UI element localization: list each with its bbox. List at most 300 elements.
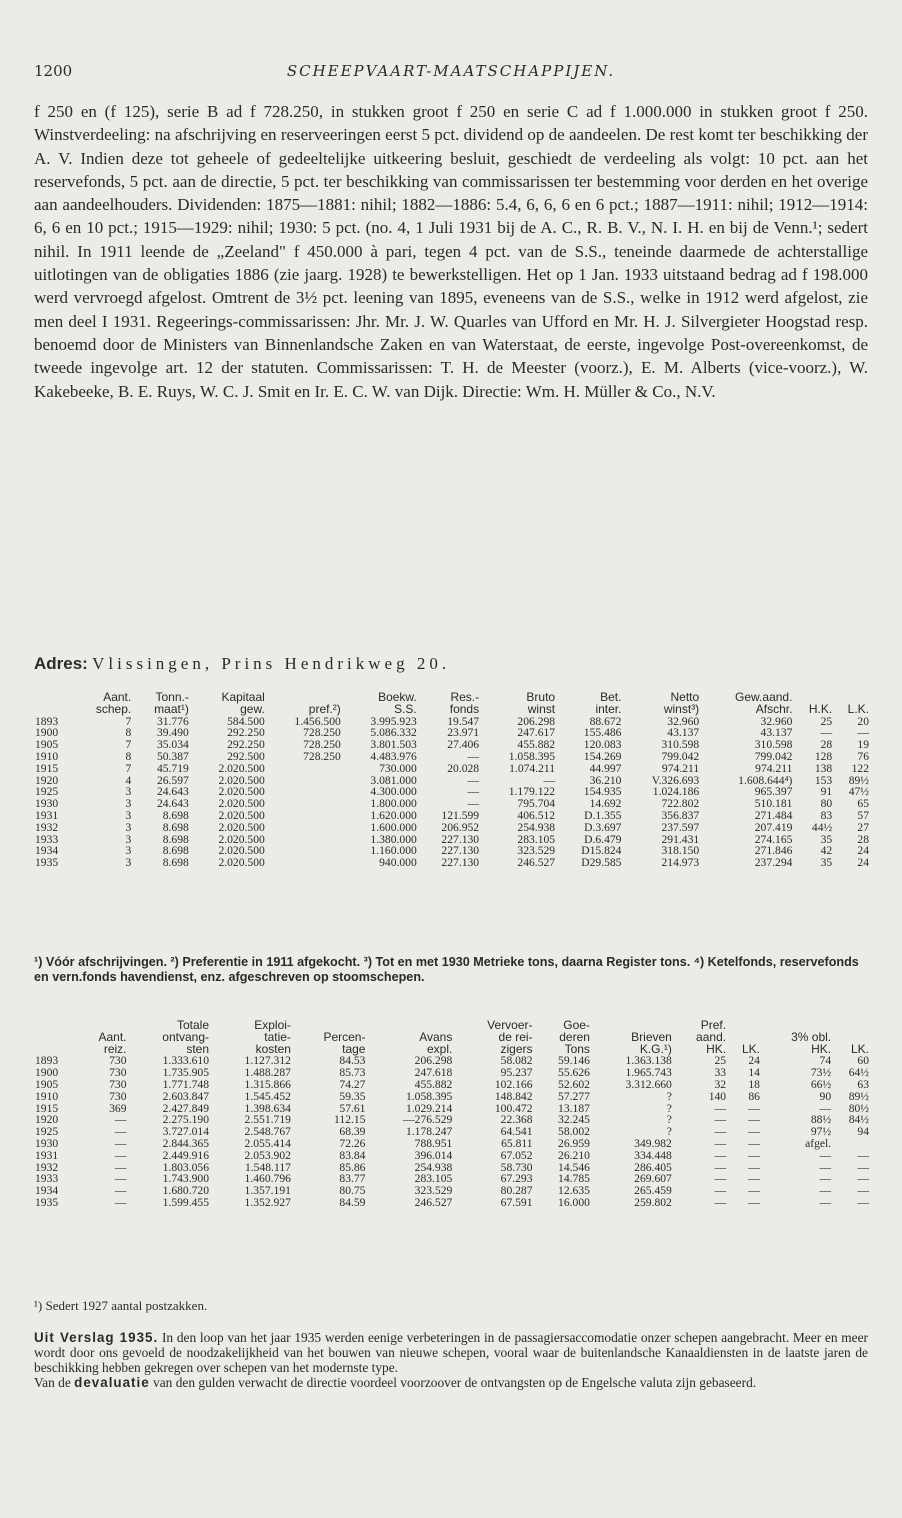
financial-table-cell: 3 bbox=[125, 832, 132, 846]
operations-table-cell: — bbox=[748, 1172, 760, 1186]
operations-table-cell: 2.427.849 bbox=[162, 1101, 209, 1115]
operations-table-cell: 148.842 bbox=[494, 1089, 533, 1103]
operations-table-header-cell: Pref. bbox=[700, 1018, 727, 1032]
financial-table-cell: 1933 bbox=[35, 832, 59, 846]
operations-table-cell: 1.363.138 bbox=[625, 1054, 672, 1068]
financial-table-header-cell: Kapitaal bbox=[221, 690, 265, 704]
operations-table-cell: — bbox=[114, 1172, 127, 1186]
financial-table-cell: 4 bbox=[125, 773, 132, 787]
operations-table-cell: 89½ bbox=[848, 1089, 869, 1103]
financial-table-cell: D15.824 bbox=[581, 844, 622, 858]
operations-table-cell: 1.315.866 bbox=[244, 1077, 291, 1091]
operations-table-cell: 57.61 bbox=[339, 1101, 366, 1115]
operations-table-cell: 97½ bbox=[810, 1125, 832, 1139]
operations-table-cell: 33 bbox=[714, 1066, 727, 1080]
financial-table-cell bbox=[266, 775, 342, 787]
operations-table-header-cell: tage bbox=[342, 1041, 366, 1056]
operations-table-cell: — bbox=[748, 1101, 760, 1115]
financial-table-cell: 25 bbox=[820, 714, 833, 728]
financial-table-cell: 122 bbox=[851, 761, 869, 775]
operations-table-row bbox=[34, 1185, 870, 1197]
financial-table-cell: 19 bbox=[857, 738, 869, 752]
financial-table-cell: 237.294 bbox=[754, 856, 793, 870]
operations-table-cell: 25 bbox=[714, 1054, 727, 1068]
financial-table-cell: 1915 bbox=[35, 761, 59, 775]
operations-table-cell: 269.607 bbox=[634, 1172, 672, 1186]
financial-table-cell: 2.020.500 bbox=[218, 844, 265, 858]
operations-table-row bbox=[34, 1126, 870, 1138]
financial-table-cell: 722.802 bbox=[661, 797, 700, 811]
operations-table-cell: 1.735.905 bbox=[162, 1066, 209, 1080]
financial-table-header-cell: Gew.aand. bbox=[735, 690, 793, 704]
financial-table-header-cell: winst³) bbox=[663, 701, 700, 716]
operations-table-header-cell: LK. bbox=[741, 1041, 760, 1056]
financial-table-cell: 8.698 bbox=[162, 808, 189, 822]
operations-table-cell: 2.548.767 bbox=[244, 1125, 291, 1139]
financial-table-cell: 23.971 bbox=[447, 726, 480, 740]
financial-table-cell: 35 bbox=[820, 856, 833, 870]
operations-table-cell: —276.529 bbox=[403, 1113, 453, 1127]
operations-table-row bbox=[34, 1114, 870, 1126]
operations-table-cell: 80.75 bbox=[339, 1184, 366, 1198]
financial-table-cell: 153 bbox=[814, 773, 833, 787]
operations-table-cell: 1.548.117 bbox=[244, 1160, 291, 1174]
operations-table-cell: 1.488.287 bbox=[244, 1066, 291, 1080]
operations-table-cell: afgel. bbox=[805, 1136, 832, 1150]
operations-table-row bbox=[34, 1197, 870, 1209]
financial-table-header-cell: gew. bbox=[240, 701, 265, 716]
financial-table-cell: 1935 bbox=[35, 856, 59, 870]
operations-table-header-cell: Exploi- bbox=[254, 1018, 291, 1032]
operations-table-cell: 1.029.214 bbox=[405, 1101, 453, 1115]
financial-table-cell: 214.973 bbox=[661, 856, 700, 870]
operations-table-cell: 2.551.719 bbox=[244, 1113, 291, 1127]
operations-table-header-cell: kosten bbox=[255, 1041, 291, 1056]
operations-table-row bbox=[34, 1103, 870, 1115]
operations-table-cell: — bbox=[714, 1136, 727, 1150]
intro-text: f 250 en (f 125), serie B ad f 728.250, in stukken groot f 250 en serie C ad f 1.000.000 in stukken groot f 250. Winstverdeeling: na afschrijving en reserveeringen eerst 5 pct. dividend op de aandeelen. De rest komt ter beschikking der A. V. Indien deze tot geheele of gedeeltelijke uitkeering besluit, geschiedt de verdeeling als volgt: 10 pct. aan het reservefonds, 5 pct. aan de directie, 5 pct. ter beschikking van commissarissen ter bestemming voor derden en het overige aan aandeelhouders. Dividenden: 1875—1881: nihil; 1882—1886: 5.4, 6, 6, 6 en 6 pct.; 1887—1911: nihil; 1912—1914: 6, 6 en 10 pct.; 1915—1929: nihil; 1930: 5 pct. (no. 4, 1 Juli 1931 bij de A. C., R. B. V., N. I. H. en bij de Venn.¹; sedert nihil. In 1911 leende de „Zeeland" f 450.000 à pari, tegen 4 pct. van de S.S., teneinde daarmede de achterstallige uitlotingen van de obligaties 1886 (zie jaarg. 1928) te bewerkstelligen. Het op 1 Jan. 1933 uitstaand bedrag ad f 198.000 werd vervroegd afgelost. Omtrent de 3½ pct. leening van 1895, eveneens van de S.S., welke in 1912 werd afgelost, zie men deel I 1931. Regeerings-commissarissen: Jhr. Mr. J. W. Quarles van Ufford en Mr. H. J. Silvergieter Hoogstad resp. benoemd door de Ministers van Binnenlandsche Zaken en van Waterstaat, de eerste, ingevolge Post-overeenkomst, de tweede ingevolge art. 12 der statuten. Commissarissen: T. H. de Meester (voorz.), E. M. Alberts (vice-voorz.), W. Kakebeeke, B. E. Ruys, W. C. J. Smit en Ir. E. C. W. van Dijk. Directie: Wm. H. Müller & Co., N.V. bbox=[34, 102, 868, 401]
operations-table-cell: 83.84 bbox=[339, 1148, 366, 1162]
financial-table-cell: 7 bbox=[125, 714, 132, 728]
address-label: Adres: bbox=[34, 654, 88, 673]
operations-table-cell: 1920 bbox=[35, 1113, 59, 1127]
operations-table-cell: 2.603.847 bbox=[162, 1089, 209, 1103]
operations-table-cell: 369 bbox=[109, 1101, 127, 1115]
operations-table-cell: 1.599.455 bbox=[162, 1195, 209, 1209]
financial-table-cell: 1930 bbox=[35, 797, 59, 811]
operations-table-cell: 59.146 bbox=[558, 1054, 590, 1068]
financial-table-cell bbox=[266, 822, 342, 834]
financial-table-header-cell bbox=[34, 704, 74, 716]
operations-table-cell: — bbox=[714, 1184, 727, 1198]
operations-table-cell: 283.105 bbox=[414, 1172, 453, 1186]
financial-table-cell: 356.837 bbox=[661, 808, 700, 822]
financial-table-header bbox=[34, 692, 870, 716]
operations-table-cell: 1.333.610 bbox=[162, 1054, 209, 1068]
financial-table-header-cell: H.K. bbox=[808, 701, 833, 716]
operations-table-header-cell: de rei- bbox=[498, 1029, 533, 1044]
operations-table-header-cell: deren bbox=[559, 1029, 590, 1044]
financial-table-cell: 35.034 bbox=[156, 738, 189, 752]
operations-table-cell: — bbox=[114, 1148, 127, 1162]
financial-table-cell: 1893 bbox=[35, 714, 59, 728]
financial-table-notes: ¹) Vóór afschrijvingen. ²) Preferentie in 1911 afgekocht. ³) Tot en met 1930 Metrieke tons, daarna Register tons. ⁴) Ketelfonds, reservefonds en vern.fonds havendienst, enz. afgeschreven op stoomschepen. bbox=[34, 955, 859, 984]
financial-table-header-cell: Res.- bbox=[450, 690, 480, 704]
financial-table-cell: D29.585 bbox=[581, 856, 622, 870]
operations-table-cell: 455.882 bbox=[414, 1077, 453, 1091]
operations-table-cell: 1.680.720 bbox=[162, 1184, 209, 1198]
financial-table-cell: — bbox=[857, 726, 869, 740]
financial-table-cell: 1.074.211 bbox=[509, 761, 556, 775]
financial-table-cell: 2.020.500 bbox=[218, 797, 265, 811]
operations-table-cell: 90 bbox=[819, 1089, 832, 1103]
operations-table-cell: 66½ bbox=[810, 1077, 832, 1091]
financial-table-header-cell: Boekw. bbox=[378, 690, 417, 704]
financial-table bbox=[34, 692, 870, 869]
operations-table-cell: 396.014 bbox=[414, 1148, 453, 1162]
operations-table-cell: 84.59 bbox=[339, 1195, 366, 1209]
operations-table-cell: 1893 bbox=[35, 1054, 59, 1068]
operations-table-cell: 1.357.191 bbox=[244, 1184, 291, 1198]
financial-table-cell: 83 bbox=[820, 808, 833, 822]
operations-table-cell: — bbox=[857, 1160, 869, 1174]
financial-table-header-cell: maat¹) bbox=[154, 701, 189, 716]
operations-table-cell: 94 bbox=[857, 1125, 869, 1139]
financial-table-cell: 728.250 bbox=[303, 726, 341, 740]
financial-table-cell: 728.250 bbox=[303, 749, 341, 763]
operations-table-cell: — bbox=[114, 1184, 127, 1198]
operations-table-cell: 246.527 bbox=[414, 1195, 453, 1209]
report-text-1: In den loop van het jaar 1935 werden eenige verbeteringen in de passagiersaccomodatie onzer schepen aangebracht. Meer en meer wordt door ons gevoeld de noodzakelijkheid van het bouwen van nieuwe schepen, vooral waar de buitenlandsche Kanaaldiensten in de laatste jaren de beschikking hebben gekregen over schepen van het modernste type. bbox=[34, 1330, 869, 1375]
financial-table-header-row bbox=[34, 704, 870, 716]
financial-table-cell: 2.020.500 bbox=[218, 785, 265, 799]
financial-table-cell: 292.250 bbox=[227, 726, 265, 740]
operations-table-cell: 254.938 bbox=[414, 1160, 453, 1174]
operations-table-cell: 14 bbox=[748, 1066, 760, 1080]
operations-table-cell: 83.77 bbox=[339, 1172, 366, 1186]
operations-table-header-cell: tatie- bbox=[264, 1029, 291, 1044]
operations-table-cell: — bbox=[819, 1195, 832, 1209]
financial-table-cell: 1.456.500 bbox=[294, 714, 341, 728]
financial-table-cell: 5.086.332 bbox=[370, 726, 417, 740]
financial-table-cell: 730.000 bbox=[379, 761, 417, 775]
running-head: SCHEEPVAART-MAATSCHAPPIJEN. bbox=[286, 62, 616, 80]
operations-table-cell: 1931 bbox=[35, 1148, 59, 1162]
operations-table-cell: 349.982 bbox=[634, 1136, 672, 1150]
operations-table-cell: — bbox=[714, 1113, 727, 1127]
financial-table-cell: 8.698 bbox=[162, 844, 189, 858]
operations-table-header-cell bbox=[34, 1020, 77, 1032]
financial-table-cell: 227.130 bbox=[441, 832, 480, 846]
financial-table-row bbox=[34, 751, 870, 763]
operations-table-cell: 67.591 bbox=[500, 1195, 533, 1209]
page-header bbox=[34, 62, 868, 86]
financial-table-cell: 8 bbox=[125, 726, 132, 740]
operations-table-row bbox=[34, 1173, 870, 1185]
operations-table-cell: 95.237 bbox=[500, 1066, 533, 1080]
financial-table-cell: — bbox=[467, 785, 480, 799]
financial-table-cell: — bbox=[467, 749, 480, 763]
financial-table-cell: 24 bbox=[857, 856, 869, 870]
page-number: 1200 bbox=[34, 62, 73, 80]
operations-table-cell: — bbox=[114, 1195, 127, 1209]
financial-table-cell: 7 bbox=[125, 738, 132, 752]
operations-table-cell: — bbox=[714, 1160, 727, 1174]
financial-table-cell: — bbox=[467, 797, 480, 811]
operations-table-cell: — bbox=[114, 1113, 127, 1127]
financial-table-cell: 80 bbox=[820, 797, 833, 811]
operations-table-cell: — bbox=[748, 1136, 760, 1150]
financial-table-cell bbox=[266, 857, 342, 869]
operations-table-header-cell: sten bbox=[186, 1041, 209, 1056]
operations-table-body bbox=[34, 1055, 870, 1208]
financial-table-cell: 206.952 bbox=[441, 820, 480, 834]
operations-table-cell: 52.602 bbox=[558, 1077, 590, 1091]
operations-table-cell: 85.73 bbox=[339, 1066, 366, 1080]
financial-table-cell: 3 bbox=[125, 820, 132, 834]
operations-table-cell: 26.210 bbox=[558, 1148, 590, 1162]
operations-table-cell: — bbox=[819, 1148, 832, 1162]
operations-table-cell: 2.449.916 bbox=[162, 1148, 209, 1162]
financial-table-cell: 24 bbox=[857, 844, 869, 858]
financial-table-cell: 795.704 bbox=[517, 797, 556, 811]
operations-table-cell: — bbox=[748, 1148, 760, 1162]
financial-table-cell: 1931 bbox=[35, 808, 59, 822]
financial-table-cell: 50.387 bbox=[156, 749, 189, 763]
financial-table-header-cell: L.K. bbox=[847, 701, 869, 716]
operations-table-cell: ? bbox=[666, 1113, 672, 1127]
financial-table-cell: 47½ bbox=[848, 785, 869, 799]
financial-table-cell: 974.211 bbox=[755, 761, 793, 775]
operations-table-cell: — bbox=[748, 1184, 760, 1198]
operations-table-cell: 286.405 bbox=[634, 1160, 672, 1174]
address-value: Vlissingen, Prins Hendrikweg 20. bbox=[92, 654, 451, 673]
operations-table-cell: 1933 bbox=[35, 1172, 59, 1186]
operations-table-row bbox=[34, 1162, 870, 1174]
operations-table-cell: — bbox=[748, 1113, 760, 1127]
operations-table-cell: 1.803.056 bbox=[162, 1160, 209, 1174]
operations-table-cell: 334.448 bbox=[634, 1148, 672, 1162]
financial-table-cell: 1.800.000 bbox=[370, 797, 417, 811]
operations-table-header-cell: zigers bbox=[500, 1041, 533, 1056]
financial-table-row bbox=[34, 857, 870, 869]
operations-table-cell: 1.127.312 bbox=[244, 1054, 291, 1068]
financial-table-cell: 2.020.500 bbox=[218, 808, 265, 822]
operations-table-header-cell: Goe- bbox=[563, 1018, 590, 1032]
operations-table-cell: 13.187 bbox=[558, 1101, 590, 1115]
financial-table-cell: 35 bbox=[820, 832, 833, 846]
financial-table-cell: 207.419 bbox=[754, 820, 793, 834]
financial-table-header-cell: inter. bbox=[595, 701, 622, 716]
financial-table-cell: 1.608.644⁴) bbox=[738, 773, 793, 787]
operations-table-cell: 67.052 bbox=[500, 1148, 533, 1162]
financial-table-cell: 155.486 bbox=[583, 726, 622, 740]
financial-table-header-cell: Aant. bbox=[103, 690, 132, 704]
financial-table-cell: 44½ bbox=[811, 820, 833, 834]
operations-table-header-cell: 3% obl. bbox=[791, 1029, 832, 1044]
financial-table-cell: 799.042 bbox=[754, 749, 793, 763]
operations-table-cell: 730 bbox=[109, 1066, 127, 1080]
financial-table-cell: 19.547 bbox=[447, 714, 480, 728]
financial-table-header-cell: fonds bbox=[449, 701, 480, 716]
operations-table-cell: 102.166 bbox=[494, 1077, 533, 1091]
financial-table-cell: 3 bbox=[125, 856, 132, 870]
operations-table-cell: — bbox=[819, 1160, 832, 1174]
financial-table-cell: 32.960 bbox=[760, 714, 793, 728]
operations-table-row bbox=[34, 1150, 870, 1162]
financial-table-cell: 3 bbox=[125, 808, 132, 822]
operations-table-header-cell: expl. bbox=[426, 1041, 453, 1056]
financial-table-cell: 271.846 bbox=[754, 844, 793, 858]
financial-table-cell: 2.020.500 bbox=[218, 761, 265, 775]
operations-table-cell: 323.529 bbox=[414, 1184, 453, 1198]
operations-table-cell: — bbox=[114, 1136, 127, 1150]
operations-table-cell: ? bbox=[666, 1089, 672, 1103]
operations-table-cell: 84.53 bbox=[339, 1054, 366, 1068]
financial-table-cell: 26.597 bbox=[156, 773, 189, 787]
financial-table-body bbox=[34, 716, 870, 869]
financial-table-cell: 965.397 bbox=[754, 785, 793, 799]
operations-table-cell: 64½ bbox=[848, 1066, 869, 1080]
financial-table-header-cell bbox=[34, 692, 74, 704]
financial-table-cell: 406.512 bbox=[517, 808, 556, 822]
financial-table-cell: 1.024.186 bbox=[652, 785, 700, 799]
operations-table-header-cell bbox=[727, 1020, 761, 1032]
financial-table-cell: 3.801.503 bbox=[370, 738, 417, 752]
operations-table-header-cell: HK. bbox=[706, 1041, 727, 1056]
financial-table-header-cell: Netto bbox=[670, 690, 700, 704]
operations-table-cell: 58.082 bbox=[500, 1054, 533, 1068]
operations-table-note: ¹) Sedert 1927 aantal postzakken. bbox=[34, 1298, 208, 1313]
operations-table-cell: 60 bbox=[857, 1054, 869, 1068]
financial-table-cell: 2.020.500 bbox=[218, 832, 265, 846]
operations-table-cell: — bbox=[857, 1184, 869, 1198]
operations-table-cell: ? bbox=[666, 1125, 672, 1139]
operations-table-header-row bbox=[34, 1020, 870, 1032]
financial-table-cell bbox=[266, 763, 342, 775]
operations-table-header-cell: Percen- bbox=[323, 1029, 366, 1044]
financial-table-cell: 940.000 bbox=[379, 856, 417, 870]
financial-table-cell bbox=[266, 786, 342, 798]
financial-table-header-cell: pref.²) bbox=[308, 701, 341, 716]
operations-table-header-cell: Aant. bbox=[98, 1029, 127, 1044]
operations-table-row bbox=[34, 1138, 870, 1150]
operations-table-header-cell: reiz. bbox=[103, 1041, 127, 1056]
operations-table-row bbox=[34, 1079, 870, 1091]
financial-table-cell bbox=[266, 845, 342, 857]
financial-table-cell: 20 bbox=[857, 714, 869, 728]
financial-table-cell: 27 bbox=[857, 820, 869, 834]
financial-table-cell: 7 bbox=[125, 761, 132, 775]
operations-table-cell: 2.275.190 bbox=[162, 1113, 209, 1127]
financial-table-cell: 2.020.500 bbox=[218, 773, 265, 787]
financial-table-header-cell: schep. bbox=[95, 701, 132, 716]
financial-table-cell: 1.380.000 bbox=[370, 832, 417, 846]
operations-table-cell: 1.743.900 bbox=[162, 1172, 209, 1186]
financial-table-cell: 43.137 bbox=[667, 726, 700, 740]
operations-table-cell: 32.245 bbox=[558, 1113, 590, 1127]
operations-table-cell: 85.86 bbox=[339, 1160, 366, 1174]
operations-table-cell: 64.541 bbox=[500, 1125, 533, 1139]
financial-table-cell: 154.935 bbox=[583, 785, 622, 799]
operations-table-cell: 265.459 bbox=[634, 1184, 672, 1198]
financial-table-cell: — bbox=[467, 773, 480, 787]
operations-table-header-cell bbox=[832, 1020, 870, 1032]
operations-table-cell: ? bbox=[666, 1101, 672, 1115]
financial-table-cell: 1900 bbox=[35, 726, 59, 740]
financial-table-cell: 1934 bbox=[35, 844, 59, 858]
operations-table-header-cell: aand. bbox=[696, 1029, 727, 1044]
financial-table-header-cell: S.S. bbox=[394, 701, 417, 716]
financial-table-cell: 120.083 bbox=[583, 738, 622, 752]
operations-table-header-cell: Avans bbox=[419, 1029, 453, 1044]
financial-table-cell: 247.617 bbox=[517, 726, 556, 740]
operations-table-cell: 88½ bbox=[810, 1113, 832, 1127]
financial-table-cell: 1.600.000 bbox=[370, 820, 417, 834]
financial-table-cell bbox=[266, 834, 342, 846]
operations-table-cell: 65.811 bbox=[501, 1136, 533, 1150]
operations-table-cell: — bbox=[819, 1101, 832, 1115]
financial-table-cell: 1.179.122 bbox=[508, 785, 556, 799]
financial-table-cell: 89½ bbox=[848, 773, 869, 787]
operations-table-cell: 2.055.414 bbox=[244, 1136, 291, 1150]
financial-table-cell: 3.995.923 bbox=[370, 714, 417, 728]
financial-table-cell: 121.599 bbox=[441, 808, 480, 822]
operations-table-cell: 1934 bbox=[35, 1184, 59, 1198]
report-text-2-prefix: Van de bbox=[34, 1375, 71, 1390]
operations-table-cell: 68.39 bbox=[339, 1125, 366, 1139]
operations-table-cell: 14.785 bbox=[558, 1172, 590, 1186]
financial-table-cell: 8.698 bbox=[162, 856, 189, 870]
financial-table-cell: 310.598 bbox=[754, 738, 793, 752]
operations-table-cell: 730 bbox=[109, 1054, 127, 1068]
operations-table-cell: 32 bbox=[714, 1077, 727, 1091]
financial-table-cell: 27.406 bbox=[447, 738, 480, 752]
operations-table-cell: 1.178.247 bbox=[405, 1125, 453, 1139]
financial-table-header-cell: Bet. bbox=[600, 690, 622, 704]
financial-table-cell: 1925 bbox=[35, 785, 59, 799]
financial-table-cell: 88.672 bbox=[589, 714, 622, 728]
operations-table-cell: 1930 bbox=[35, 1136, 59, 1150]
financial-table-cell: 1.160.000 bbox=[370, 844, 417, 858]
operations-table-cell: — bbox=[714, 1125, 727, 1139]
operations-table-cell: 1935 bbox=[35, 1195, 59, 1209]
financial-table-header-cell: winst bbox=[527, 701, 556, 716]
operations-table-cell: 63 bbox=[857, 1077, 869, 1091]
financial-table-cell: 1920 bbox=[35, 773, 59, 787]
operations-table-cell: 74.27 bbox=[339, 1077, 366, 1091]
operations-table-cell: — bbox=[857, 1195, 869, 1209]
financial-table-cell: 292.500 bbox=[227, 749, 265, 763]
financial-table-cell: 45.719 bbox=[156, 761, 189, 775]
operations-table-row bbox=[34, 1091, 870, 1103]
financial-table-cell: 31.776 bbox=[156, 714, 189, 728]
operations-table-cell: 55.626 bbox=[558, 1066, 590, 1080]
financial-table-cell: 974.211 bbox=[661, 761, 700, 775]
financial-table-cell: 227.130 bbox=[441, 844, 480, 858]
financial-table-cell: V.326.693 bbox=[651, 773, 700, 787]
operations-table-cell: 18 bbox=[748, 1077, 760, 1091]
financial-table-cell: 4.483.976 bbox=[370, 749, 417, 763]
operations-table-cell: 16.000 bbox=[558, 1195, 590, 1209]
operations-table-cell: 80½ bbox=[848, 1101, 869, 1115]
financial-table-cell: 206.298 bbox=[517, 714, 556, 728]
financial-table-cell: 274.165 bbox=[754, 832, 793, 846]
financial-table-cell: 57 bbox=[857, 808, 869, 822]
operations-table-header-cell: Totale bbox=[176, 1018, 209, 1032]
operations-table-cell: — bbox=[748, 1125, 760, 1139]
operations-table-cell: 1925 bbox=[35, 1125, 59, 1139]
